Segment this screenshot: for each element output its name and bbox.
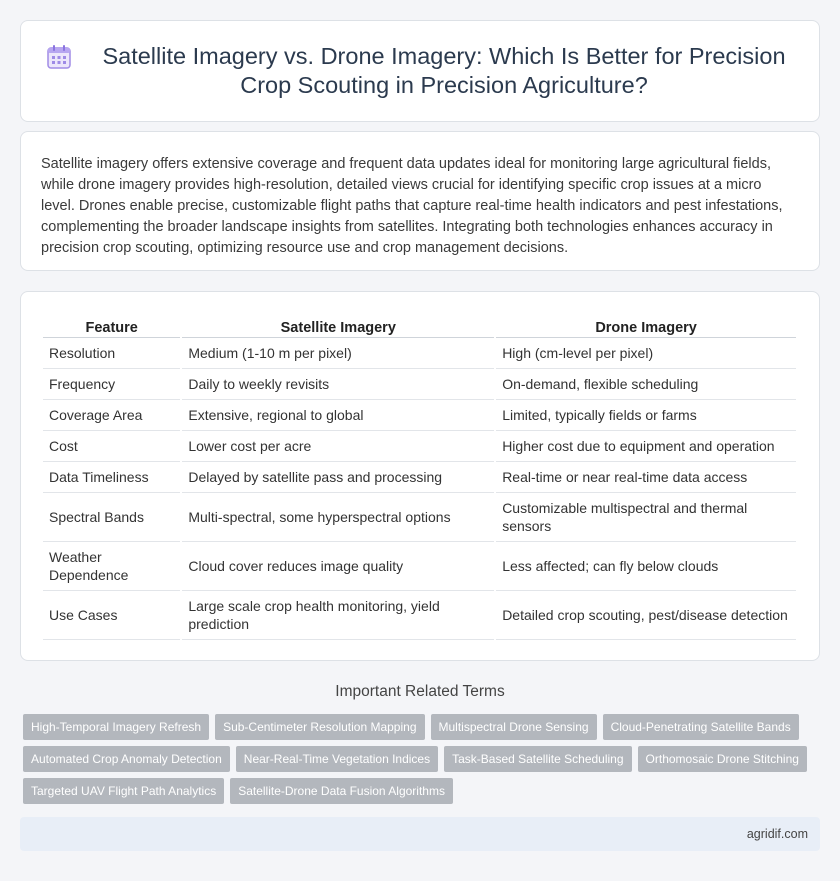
- title-card: [20, 20, 820, 122]
- cell-feature: Resolution: [43, 338, 180, 369]
- comparison-card: [20, 291, 820, 661]
- cell-satellite: Cloud cover reduces image quality: [182, 542, 494, 591]
- cell-drone: Detailed crop scouting, pest/disease detection: [496, 591, 796, 640]
- cell-feature: Use Cases: [43, 591, 180, 640]
- related-terms-list: [23, 714, 823, 810]
- footer-site-link[interactable]: agridif.com: [746, 827, 808, 841]
- page-title: Satellite Imagery vs. Drone Imagery: Which Is Better for Precision Crop Scouting in Precision Agriculture?: [102, 43, 786, 98]
- cell-drone: Customizable multispectral and thermal sensors: [496, 493, 796, 542]
- cell-satellite: Multi-spectral, some hyperspectral options: [182, 493, 494, 542]
- cell-drone: Limited, typically fields or farms: [496, 400, 796, 431]
- header-drone: Drone Imagery: [496, 314, 796, 338]
- cell-satellite: Medium (1-10 m per pixel): [182, 338, 494, 369]
- table-row: [43, 542, 796, 591]
- cell-drone: Real-time or near real-time data access: [496, 462, 796, 493]
- related-term-tag[interactable]: Sub-Centimeter Resolution Mapping: [215, 714, 424, 740]
- related-term-tag[interactable]: Task-Based Satellite Scheduling: [444, 746, 631, 772]
- related-term-tag[interactable]: Cloud-Penetrating Satellite Bands: [603, 714, 799, 740]
- cell-feature: Spectral Bands: [43, 493, 180, 542]
- footer: [20, 817, 820, 851]
- table-row: [43, 493, 796, 542]
- calendar-icon: [46, 44, 72, 70]
- cell-drone: High (cm-level per pixel): [496, 338, 796, 369]
- cell-drone: On-demand, flexible scheduling: [496, 369, 796, 400]
- related-term-tag[interactable]: Multispectral Drone Sensing: [431, 714, 597, 740]
- header-satellite: Satellite Imagery: [182, 314, 494, 338]
- related-terms-title: Important Related Terms: [335, 683, 505, 700]
- related-term-tag[interactable]: Automated Crop Anomaly Detection: [23, 746, 230, 772]
- related-term-tag[interactable]: Targeted UAV Flight Path Analytics: [23, 778, 224, 804]
- cell-satellite: Large scale crop health monitoring, yield prediction: [182, 591, 494, 640]
- related-term-tag[interactable]: Orthomosaic Drone Stitching: [638, 746, 807, 772]
- table-row: [43, 462, 796, 493]
- cell-drone: Higher cost due to equipment and operation: [496, 431, 796, 462]
- cell-feature: Frequency: [43, 369, 180, 400]
- cell-satellite: Extensive, regional to global: [182, 400, 494, 431]
- cell-drone: Less affected; can fly below clouds: [496, 542, 796, 591]
- cell-feature: Coverage Area: [43, 400, 180, 431]
- table-row: [43, 591, 796, 640]
- table-row: [43, 338, 796, 369]
- summary-text: Satellite imagery offers extensive coverage and frequent data updates ideal for monitoring large agricultural fields, while drone imagery provides high-resolution, detailed views crucial for identifying specific crop issues at a micro level. Drones enable precise, customizable flight paths that capture real-time health indicators and pest infestations, complementing the broader landscape insights from satellites. Integrating both technologies enhances accuracy in precision crop scouting, optimizing resource use and crop management decisions.: [41, 156, 783, 256]
- cell-feature: Data Timeliness: [43, 462, 180, 493]
- cell-satellite: Daily to weekly revisits: [182, 369, 494, 400]
- related-term-tag[interactable]: High-Temporal Imagery Refresh: [23, 714, 209, 740]
- table-header-row: [43, 314, 796, 338]
- table-row: [43, 431, 796, 462]
- header-feature: Feature: [43, 314, 180, 338]
- cell-feature: Weather Dependence: [43, 542, 180, 591]
- cell-satellite: Delayed by satellite pass and processing: [182, 462, 494, 493]
- comparison-table: [41, 314, 798, 640]
- table-row: [43, 369, 796, 400]
- table-row: [43, 400, 796, 431]
- summary-card: [20, 131, 820, 271]
- related-term-tag[interactable]: Near-Real-Time Vegetation Indices: [236, 746, 438, 772]
- related-term-tag[interactable]: Satellite-Drone Data Fusion Algorithms: [230, 778, 453, 804]
- cell-satellite: Lower cost per acre: [182, 431, 494, 462]
- cell-feature: Cost: [43, 431, 180, 462]
